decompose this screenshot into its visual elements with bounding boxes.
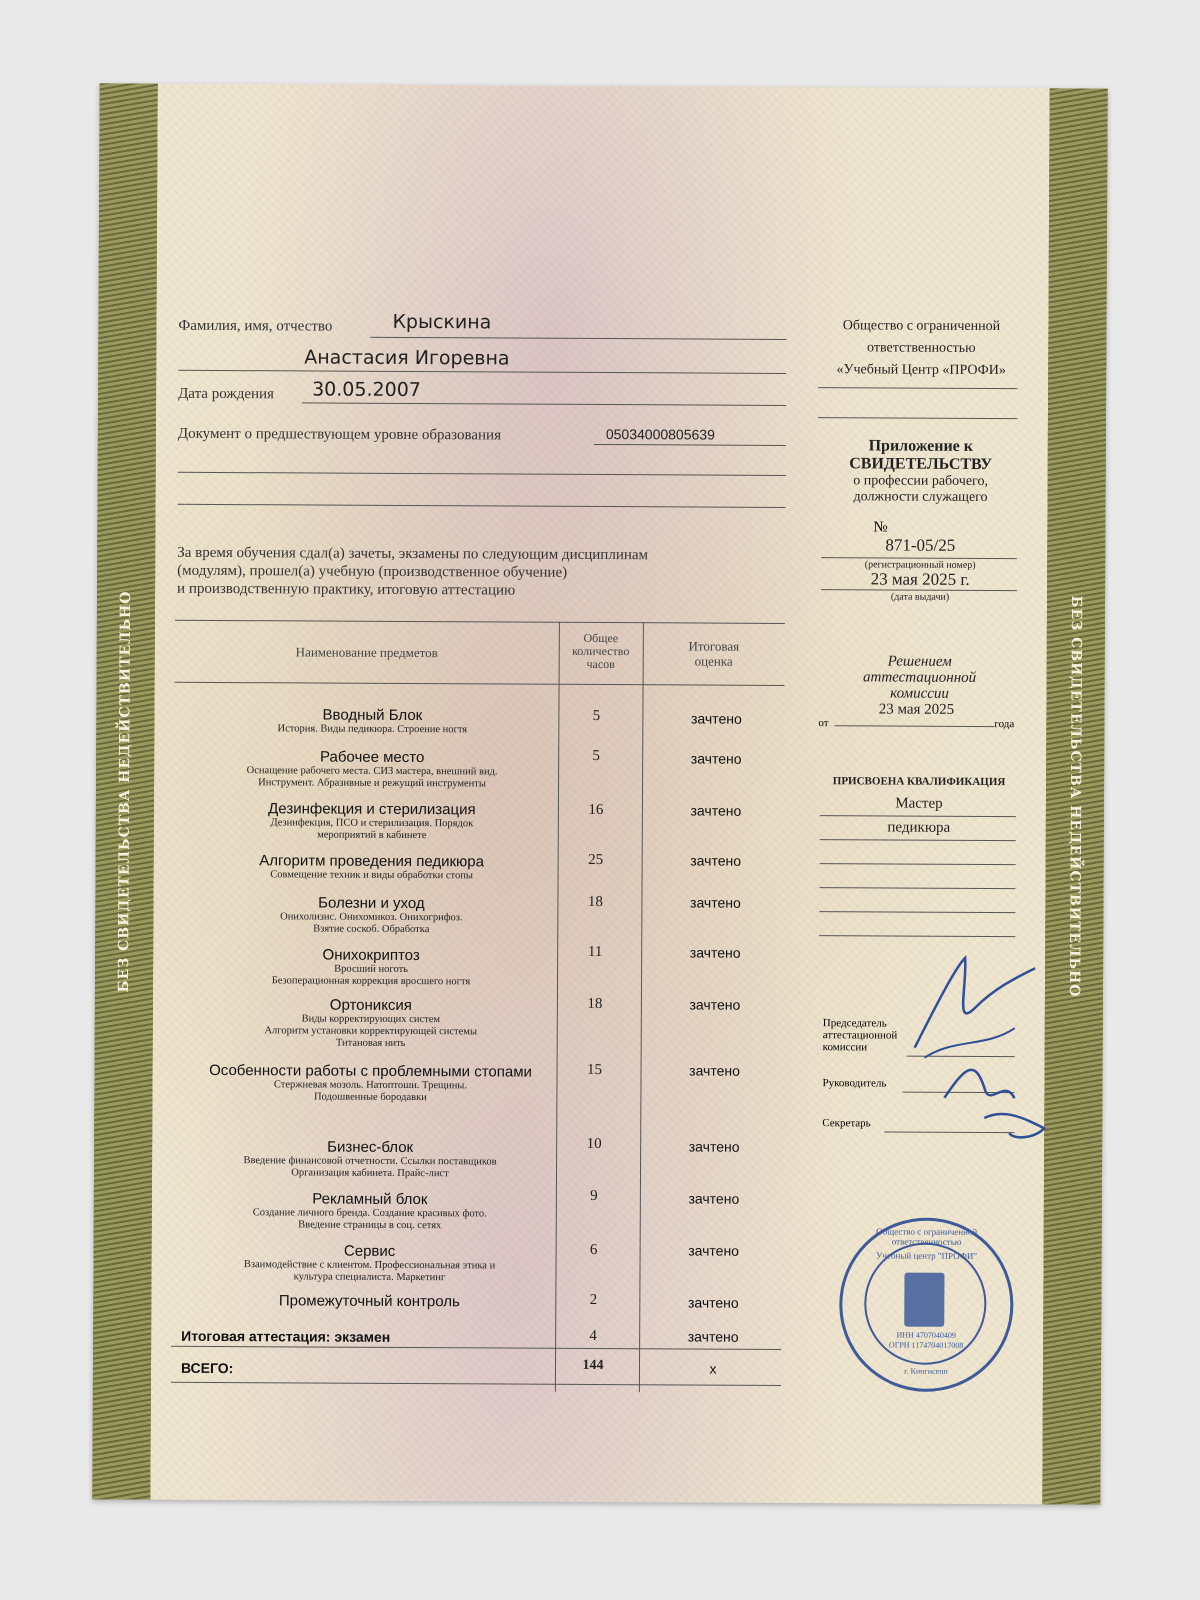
subject-name: Рекламный блок: [312, 1190, 428, 1209]
grade-value: зачтено: [688, 1242, 740, 1259]
qualification-rule-5: [819, 911, 1015, 913]
prev-doc-number: 05034000805639: [605, 426, 715, 443]
head-label: Руководитель: [822, 1077, 887, 1090]
qualification-rule-2: [820, 839, 1016, 841]
grade-value: зачтено: [690, 802, 742, 819]
chair-label-line-3: комиссии: [822, 1041, 868, 1054]
grade-value: зачтено: [690, 750, 742, 767]
subject-desc: История. Виды педикюра. Строение ногтя: [277, 723, 468, 736]
org-line-1: Общество с ограниченной: [842, 318, 1001, 335]
final-exam-rule: [171, 1346, 781, 1350]
stamp-inn: ИНН 4707040409: [896, 1330, 956, 1340]
commission-line-2: аттестационной: [862, 669, 977, 686]
grade-value: зачтено: [688, 1190, 740, 1207]
org-line-3: «Учебный Центр «ПРОФИ»: [836, 362, 1006, 379]
certificate-appendix-sheet: [92, 83, 1107, 1504]
table-row: [179, 1292, 559, 1311]
qualification-line-2: педикюра: [887, 819, 951, 836]
intro-text: [177, 544, 648, 600]
appendix-title-1: Приложение к: [868, 437, 974, 455]
subject-desc: Титановая нить: [335, 1037, 406, 1049]
subject-desc: Введение финансовой отчетности. Ссылки поставщиков: [243, 1155, 497, 1168]
org-line-rule-2: [818, 417, 1018, 419]
commission-line-1: Решением: [887, 653, 952, 670]
blank-line-2: [178, 504, 786, 508]
organization-name: [810, 315, 1032, 382]
subject-desc: мероприятий в кабинете: [317, 829, 427, 842]
fio-line-2: [178, 370, 786, 374]
commission-decision: [808, 653, 1030, 702]
total-grade: х: [709, 1360, 717, 1377]
subject-name: Ортониксия: [329, 996, 412, 1015]
final-exam-hours: 4: [589, 1327, 597, 1344]
org-line-rule-1: [818, 387, 1018, 389]
subject-name: Онихокриптоз: [322, 946, 420, 965]
subject-desc: Вросший ноготь: [334, 963, 408, 975]
stamp-emblem-icon: [904, 1273, 944, 1327]
grade-value: зачтено: [689, 944, 741, 961]
left-security-border: [92, 83, 157, 1499]
header-subject: Наименование предметов: [295, 644, 438, 661]
hours-value: 15: [587, 1061, 603, 1079]
subject-name: Сервис: [343, 1242, 396, 1260]
total-hours: 144: [582, 1357, 604, 1374]
final-exam-label: Итоговая аттестация: экзамен: [181, 1327, 391, 1345]
hours-value: 5: [592, 747, 600, 764]
hours-value: 5: [592, 707, 601, 724]
left-border-text: БЕЗ СВИДЕТЕЛЬСТВА НЕДЕЙСТВИТЕЛЬНО: [115, 590, 135, 993]
qualification-rule-4: [820, 887, 1016, 889]
hours-value: 9: [590, 1187, 598, 1204]
commission-date: 23 мая 2025: [878, 701, 955, 718]
appendix-sub-2: должности служащего: [853, 489, 988, 506]
right-security-border: [1042, 88, 1107, 1504]
subject-name: Болезни и уход: [318, 894, 425, 913]
subject-desc: Совмещение техник и виды обработки стопы: [270, 869, 473, 882]
table-row: [181, 946, 561, 989]
qualification-line-1: Мастер: [895, 795, 943, 812]
hours-value: 10: [586, 1135, 602, 1153]
qualification-rule-1: [820, 815, 1016, 817]
chair-label: [823, 1017, 898, 1053]
stamp-ogrn: ОГРН 1174704017008: [888, 1340, 964, 1350]
org-line-2: ответственностью: [867, 340, 976, 356]
chair-label-line-2: аттестационной: [822, 1029, 898, 1042]
appendix-title-2: СВИДЕТЕЛЬСТВУ: [849, 455, 993, 474]
subject-name: Дезинфекция и стерилизация: [268, 800, 476, 819]
qualification-rule-3: [820, 863, 1016, 865]
header-grade-line-2: оценка: [694, 653, 733, 669]
subject-desc: Алгоритм установки корректирующей системы: [264, 1025, 478, 1038]
hours-value: 25: [588, 851, 604, 869]
subject-desc: Стержневая мозоль. Натоптоши. Трещины.: [273, 1079, 468, 1092]
table-row: [181, 894, 561, 937]
number-sign: №: [873, 519, 888, 536]
subject-desc: Подошвенные бородавки: [313, 1091, 427, 1104]
from-label: от: [818, 717, 829, 730]
surname-value: Крыскина: [392, 310, 492, 334]
subject-desc: Дезинфекция, ПСО и стерилизация. Порядок: [270, 817, 474, 830]
subject-desc: Создание личного бренда. Создание красивых фото.: [252, 1207, 487, 1220]
birth-date-label: Дата рождения: [178, 385, 275, 403]
stamp-inner-text: Учебный центр "ПРОФИ": [876, 1250, 978, 1261]
year-label: года: [994, 718, 1015, 731]
intro-line-3: и производственную практику, итоговую аттестацию: [177, 580, 516, 599]
table-col-rule-2: [639, 622, 644, 1392]
table-row: [182, 748, 562, 791]
hours-value: 18: [587, 995, 603, 1013]
subject-desc: Инструмент. Абразивные и режущий инструменты: [258, 777, 486, 790]
table-row: [179, 1242, 559, 1285]
subject-desc: Организация кабинета. Прайс-лист: [291, 1167, 449, 1180]
subject-name: Алгоритм проведения педикюра: [259, 852, 485, 871]
subject-name: Промежуточный контроль: [278, 1292, 460, 1311]
subject-name: Особенности работы с проблемными стопами: [209, 1061, 532, 1081]
issue-date: 23 мая 2025 г.: [870, 569, 970, 589]
hours-value: 18: [587, 893, 603, 911]
hours-value: 2: [589, 1291, 598, 1308]
grade-value: зачтено: [690, 710, 742, 727]
subject-desc: Оснащение рабочего места. СИЗ мастера, внешний вид.: [246, 765, 498, 778]
grade-value: зачтено: [687, 1294, 739, 1311]
table-row: [181, 996, 561, 1051]
final-exam-grade: зачтено: [687, 1328, 739, 1345]
header-hours: [559, 632, 643, 671]
appendix-sub-1: о профессии рабочего,: [853, 473, 989, 490]
intro-line-1: За время обучения сдал(а) зачеты, экзамены по следующим дисциплинам: [177, 544, 649, 564]
header-grade: [643, 638, 785, 669]
grade-value: зачтено: [688, 1138, 740, 1155]
subject-name: Рабочее место: [319, 748, 425, 767]
subject-desc: культура специалиста. Маркетинг: [293, 1271, 446, 1284]
right-border-text: БЕЗ СВИДЕТЕЛЬСТВА НЕДЕЙСТВИТЕЛЬНО: [1065, 595, 1085, 998]
organization-stamp: [839, 1217, 1014, 1392]
fio-label: Фамилия, имя, отчество: [178, 317, 333, 335]
grade-value: зачтено: [690, 852, 742, 869]
subject-name: Бизнес-блок: [327, 1138, 414, 1157]
reg-number-caption: (регистрационный номер): [864, 559, 976, 571]
subject-desc: Виды корректирующих систем: [301, 1013, 441, 1026]
issue-date-caption: (дата выдачи): [890, 591, 950, 603]
header-hours-line-3: часов: [586, 656, 615, 672]
table-row: [182, 800, 562, 843]
secretary-label: Секретарь: [822, 1117, 871, 1130]
blank-line-1: [178, 472, 786, 476]
subject-name: Вводный Блок: [322, 706, 423, 725]
hours-value: 11: [587, 943, 603, 961]
prev-doc-label: Документ о предшествующем уровне образования: [177, 425, 502, 444]
stamp-city: г. Кингисепп: [904, 1366, 948, 1376]
given-name-value: Анастасия Игоревна: [304, 346, 510, 370]
header-hours-line-1: Общее: [583, 630, 619, 646]
table-row: [182, 706, 562, 737]
grade-value: зачтено: [689, 996, 741, 1013]
qualification-label: ПРИСВОЕНА КВАЛИФИКАЦИЯ: [832, 775, 1006, 789]
registration-number: 871-05/25: [885, 535, 956, 555]
grade-value: зачтено: [689, 1062, 740, 1079]
subject-desc: Введение страницы в соц. сетях: [298, 1219, 442, 1232]
stamp-outer-text: Общество с ограниченной ответственностью: [876, 1226, 978, 1247]
subject-desc: Взятие соскоб. Обработка: [313, 923, 430, 936]
commission-date-line: [834, 725, 994, 727]
birth-date-line: [302, 402, 786, 406]
subject-desc: Взаимодействие с клиентом. Профессиональная этика и: [243, 1259, 496, 1272]
table-header-rule: [175, 682, 785, 686]
prev-doc-line: [594, 444, 786, 446]
table-top-rule: [175, 620, 785, 624]
fio-line-1: [370, 337, 786, 340]
handwritten-signature: [894, 948, 1055, 1149]
table-row: [180, 1138, 560, 1181]
table-row: [180, 1190, 560, 1233]
total-label: ВСЕГО:: [180, 1359, 234, 1377]
qualification-rule-6: [819, 935, 1015, 937]
intro-line-2: (модулям), прошел(а) учебную (производственное обучение): [177, 562, 568, 581]
subject-desc: Онихолизис. Онихомикоз. Онихогрифоз.: [280, 911, 463, 924]
grade-value: зачтено: [690, 894, 741, 911]
birth-date-value: 30.05.2007: [312, 378, 421, 402]
table-bottom-rule: [171, 1382, 781, 1386]
hours-value: 16: [588, 801, 604, 819]
chair-label-line-1: Председатель: [822, 1017, 887, 1030]
table-row: [182, 852, 562, 883]
table-row: [180, 1062, 560, 1105]
header-hours-line-2: количество: [572, 643, 630, 659]
subject-desc: Безоперационная коррекция вросшего ногтя: [271, 975, 471, 988]
commission-line-3: комиссии: [890, 685, 949, 702]
header-grade-line-1: Итоговая: [688, 638, 740, 654]
hours-value: 6: [589, 1241, 598, 1258]
appendix-heading: [810, 437, 1032, 506]
